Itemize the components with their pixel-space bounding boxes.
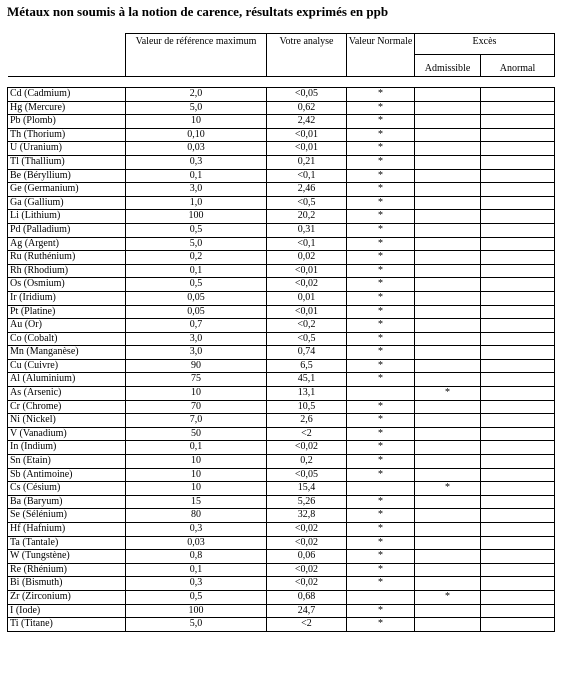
reference-value: 0,7 <box>126 319 267 333</box>
admissible-mark <box>415 319 481 333</box>
admissible-mark: * <box>415 482 481 496</box>
element-name: Ta (Tantale) <box>8 536 126 550</box>
admissible-mark <box>415 291 481 305</box>
element-name: Sn (Etain) <box>8 455 126 469</box>
analysis-value: 2,6 <box>267 414 347 428</box>
normal-mark <box>347 387 415 401</box>
table-body <box>8 88 555 632</box>
abnormal-mark <box>481 115 555 129</box>
element-name: Os (Osmium) <box>8 278 126 292</box>
normal-mark: * <box>347 128 415 142</box>
table-row <box>8 142 555 156</box>
table-row <box>8 88 555 102</box>
abnormal-mark <box>481 604 555 618</box>
header-element-blank <box>8 34 126 77</box>
normal-mark: * <box>347 291 415 305</box>
reference-value: 50 <box>126 427 267 441</box>
analysis-value: <0,1 <box>267 237 347 251</box>
element-name: Ag (Argent) <box>8 237 126 251</box>
abnormal-mark <box>481 237 555 251</box>
analysis-value: 2,42 <box>267 115 347 129</box>
abnormal-mark <box>481 196 555 210</box>
admissible-mark <box>415 441 481 455</box>
reference-value: 2,0 <box>126 88 267 102</box>
admissible-mark <box>415 142 481 156</box>
admissible-mark <box>415 169 481 183</box>
element-name: W (Tungstène) <box>8 550 126 564</box>
analysis-value: <0,5 <box>267 332 347 346</box>
admissible-mark <box>415 495 481 509</box>
admissible-mark <box>415 468 481 482</box>
element-name: Bi (Bismuth) <box>8 577 126 591</box>
normal-mark <box>347 482 415 496</box>
analysis-value: <2 <box>267 427 347 441</box>
admissible-mark <box>415 305 481 319</box>
analysis-value: 0,68 <box>267 590 347 604</box>
normal-mark: * <box>347 319 415 333</box>
element-name: Au (Or) <box>8 319 126 333</box>
table-row <box>8 495 555 509</box>
table-row <box>8 468 555 482</box>
reference-value: 0,5 <box>126 223 267 237</box>
analysis-value: 0,62 <box>267 101 347 115</box>
table-row <box>8 509 555 523</box>
admissible-mark <box>415 155 481 169</box>
element-name: Pd (Palladium) <box>8 223 126 237</box>
table-row <box>8 183 555 197</box>
element-name: Zr (Zirconium) <box>8 590 126 604</box>
admissible-mark <box>415 346 481 360</box>
table-row <box>8 604 555 618</box>
normal-mark: * <box>347 169 415 183</box>
reference-value: 0,5 <box>126 278 267 292</box>
header-admissible: Admissible <box>415 55 481 77</box>
normal-mark: * <box>347 183 415 197</box>
element-name: Cs (Césium) <box>8 482 126 496</box>
normal-mark: * <box>347 278 415 292</box>
element-name: I (Iode) <box>8 604 126 618</box>
analysis-value: 0,2 <box>267 455 347 469</box>
abnormal-mark <box>481 441 555 455</box>
admissible-mark <box>415 509 481 523</box>
admissible-mark <box>415 101 481 115</box>
normal-mark: * <box>347 455 415 469</box>
table-row <box>8 618 555 632</box>
element-name: Ni (Nickel) <box>8 414 126 428</box>
table-row <box>8 563 555 577</box>
normal-mark: * <box>347 400 415 414</box>
normal-mark: * <box>347 509 415 523</box>
table-row <box>8 196 555 210</box>
abnormal-mark <box>481 373 555 387</box>
abnormal-mark <box>481 128 555 142</box>
abnormal-mark <box>481 169 555 183</box>
analysis-value: <0,02 <box>267 577 347 591</box>
abnormal-mark <box>481 319 555 333</box>
abnormal-mark <box>481 577 555 591</box>
table-row <box>8 115 555 129</box>
page-title: Métaux non soumis à la notion de carence, résultats exprimés en ppb <box>7 4 389 19</box>
reference-value: 0,03 <box>126 536 267 550</box>
reference-value: 15 <box>126 495 267 509</box>
analysis-value: 0,01 <box>267 291 347 305</box>
normal-mark: * <box>347 414 415 428</box>
normal-mark: * <box>347 210 415 224</box>
table-row <box>8 536 555 550</box>
header-exces: Excès <box>415 34 555 55</box>
admissible-mark <box>415 373 481 387</box>
reference-value: 0,1 <box>126 264 267 278</box>
normal-mark: * <box>347 101 415 115</box>
analysis-value: 0,02 <box>267 251 347 265</box>
analysis-value: <0,05 <box>267 88 347 102</box>
table-row <box>8 291 555 305</box>
analysis-value: <0,02 <box>267 278 347 292</box>
element-name: Hf (Hafnium) <box>8 523 126 537</box>
table-row <box>8 278 555 292</box>
abnormal-mark <box>481 210 555 224</box>
element-name: Ir (Iridium) <box>8 291 126 305</box>
element-name: Cd (Cadmium) <box>8 88 126 102</box>
analysis-value: <0,02 <box>267 563 347 577</box>
normal-mark: * <box>347 577 415 591</box>
admissible-mark <box>415 237 481 251</box>
admissible-mark <box>415 618 481 632</box>
analysis-value: 0,06 <box>267 550 347 564</box>
analysis-value: <0,2 <box>267 319 347 333</box>
element-name: Se (Sélénium) <box>8 509 126 523</box>
analysis-value: 10,5 <box>267 400 347 414</box>
table-row <box>8 128 555 142</box>
abnormal-mark <box>481 455 555 469</box>
table-row <box>8 359 555 373</box>
abnormal-mark <box>481 305 555 319</box>
table-row <box>8 455 555 469</box>
reference-value: 100 <box>126 210 267 224</box>
reference-value: 80 <box>126 509 267 523</box>
analysis-value: 13,1 <box>267 387 347 401</box>
normal-mark: * <box>347 604 415 618</box>
admissible-mark <box>415 196 481 210</box>
table-row <box>8 400 555 414</box>
reference-value: 0,3 <box>126 155 267 169</box>
header-normale: Valeur Normale <box>347 34 415 77</box>
table-row <box>8 550 555 564</box>
element-name: Al (Aluminium) <box>8 373 126 387</box>
table-row <box>8 210 555 224</box>
table-row <box>8 387 555 401</box>
element-name: Cu (Cuivre) <box>8 359 126 373</box>
reference-value: 100 <box>126 604 267 618</box>
analysis-value: <0,05 <box>267 468 347 482</box>
analysis-value: 32,8 <box>267 509 347 523</box>
header-reference: Valeur de référence maximum <box>126 34 267 77</box>
element-name: Hg (Mercure) <box>8 101 126 115</box>
analysis-value: 0,31 <box>267 223 347 237</box>
element-name: Ba (Baryum) <box>8 495 126 509</box>
admissible-mark <box>415 251 481 265</box>
reference-value: 0,2 <box>126 251 267 265</box>
header-anormal: Anormal <box>481 55 555 77</box>
header-analyse: Votre analyse <box>267 34 347 77</box>
table-row <box>8 482 555 496</box>
normal-mark: * <box>347 264 415 278</box>
reference-value: 10 <box>126 115 267 129</box>
table-row <box>8 101 555 115</box>
normal-mark: * <box>347 373 415 387</box>
table-row <box>8 223 555 237</box>
reference-value: 0,05 <box>126 305 267 319</box>
abnormal-mark <box>481 264 555 278</box>
normal-mark: * <box>347 618 415 632</box>
reference-value: 7,0 <box>126 414 267 428</box>
table-row <box>8 590 555 604</box>
table-row <box>8 155 555 169</box>
admissible-mark <box>415 400 481 414</box>
table-row <box>8 319 555 333</box>
admissible-mark <box>415 332 481 346</box>
table-row <box>8 577 555 591</box>
reference-value: 10 <box>126 455 267 469</box>
admissible-mark <box>415 278 481 292</box>
element-name: Re (Rhénium) <box>8 563 126 577</box>
table-row <box>8 427 555 441</box>
table-row <box>8 169 555 183</box>
reference-value: 0,5 <box>126 590 267 604</box>
admissible-mark <box>415 414 481 428</box>
reference-value: 1,0 <box>126 196 267 210</box>
element-name: Pb (Plomb) <box>8 115 126 129</box>
reference-value: 3,0 <box>126 183 267 197</box>
normal-mark: * <box>347 523 415 537</box>
admissible-mark <box>415 604 481 618</box>
normal-mark: * <box>347 441 415 455</box>
abnormal-mark <box>481 155 555 169</box>
abnormal-mark <box>481 468 555 482</box>
normal-mark: * <box>347 115 415 129</box>
analysis-value: 24,7 <box>267 604 347 618</box>
reference-value: 0,1 <box>126 441 267 455</box>
analysis-value: 15,4 <box>267 482 347 496</box>
analysis-value: <0,02 <box>267 441 347 455</box>
admissible-mark <box>415 563 481 577</box>
analysis-value: 0,74 <box>267 346 347 360</box>
admissible-mark <box>415 536 481 550</box>
element-name: Be (Béryllium) <box>8 169 126 183</box>
analysis-value: 2,46 <box>267 183 347 197</box>
table-row <box>8 305 555 319</box>
element-name: As (Arsenic) <box>8 387 126 401</box>
abnormal-mark <box>481 509 555 523</box>
reference-value: 0,10 <box>126 128 267 142</box>
normal-mark: * <box>347 223 415 237</box>
abnormal-mark <box>481 332 555 346</box>
abnormal-mark <box>481 400 555 414</box>
reference-value: 5,0 <box>126 618 267 632</box>
reference-value: 70 <box>126 400 267 414</box>
element-name: V (Vanadium) <box>8 427 126 441</box>
admissible-mark <box>415 455 481 469</box>
normal-mark: * <box>347 536 415 550</box>
abnormal-mark <box>481 291 555 305</box>
analysis-value: 45,1 <box>267 373 347 387</box>
element-name: Cr (Chrome) <box>8 400 126 414</box>
normal-mark: * <box>347 237 415 251</box>
abnormal-mark <box>481 346 555 360</box>
admissible-mark <box>415 264 481 278</box>
analysis-value: <0,01 <box>267 305 347 319</box>
admissible-mark <box>415 115 481 129</box>
admissible-mark <box>415 128 481 142</box>
normal-mark: * <box>347 88 415 102</box>
reference-value: 0,1 <box>126 169 267 183</box>
abnormal-mark <box>481 183 555 197</box>
analysis-value: <0,02 <box>267 523 347 537</box>
reference-value: 0,1 <box>126 563 267 577</box>
element-name: Th (Thorium) <box>8 128 126 142</box>
element-name: U (Uranium) <box>8 142 126 156</box>
reference-value: 5,0 <box>126 237 267 251</box>
analysis-value: 0,21 <box>267 155 347 169</box>
abnormal-mark <box>481 251 555 265</box>
reference-value: 10 <box>126 468 267 482</box>
abnormal-mark <box>481 563 555 577</box>
normal-mark <box>347 590 415 604</box>
table-row <box>8 523 555 537</box>
analysis-value: <2 <box>267 618 347 632</box>
abnormal-mark <box>481 523 555 537</box>
admissible-mark <box>415 88 481 102</box>
reference-value: 10 <box>126 387 267 401</box>
element-name: Ge (Germanium) <box>8 183 126 197</box>
abnormal-mark <box>481 590 555 604</box>
abnormal-mark <box>481 88 555 102</box>
normal-mark: * <box>347 305 415 319</box>
reference-value: 0,3 <box>126 523 267 537</box>
analysis-value: <0,5 <box>267 196 347 210</box>
normal-mark: * <box>347 468 415 482</box>
abnormal-mark <box>481 223 555 237</box>
reference-value: 3,0 <box>126 346 267 360</box>
abnormal-mark <box>481 536 555 550</box>
table-row <box>8 332 555 346</box>
table-row <box>8 264 555 278</box>
abnormal-mark <box>481 359 555 373</box>
reference-value: 0,03 <box>126 142 267 156</box>
reference-value: 5,0 <box>126 101 267 115</box>
analysis-value: <0,01 <box>267 128 347 142</box>
abnormal-mark <box>481 278 555 292</box>
reference-value: 75 <box>126 373 267 387</box>
admissible-mark <box>415 523 481 537</box>
reference-value: 90 <box>126 359 267 373</box>
admissible-mark <box>415 223 481 237</box>
analysis-value: 6,5 <box>267 359 347 373</box>
abnormal-mark <box>481 101 555 115</box>
normal-mark: * <box>347 550 415 564</box>
table-row <box>8 373 555 387</box>
abnormal-mark <box>481 618 555 632</box>
header-spacer <box>8 77 555 88</box>
element-name: Rh (Rhodium) <box>8 264 126 278</box>
abnormal-mark <box>481 414 555 428</box>
admissible-mark: * <box>415 387 481 401</box>
element-name: In (Indium) <box>8 441 126 455</box>
normal-mark: * <box>347 563 415 577</box>
element-name: Ti (Titane) <box>8 618 126 632</box>
abnormal-mark <box>481 495 555 509</box>
element-name: Pt (Platine) <box>8 305 126 319</box>
abnormal-mark <box>481 142 555 156</box>
analysis-value: 20,2 <box>267 210 347 224</box>
analysis-value: <0,01 <box>267 264 347 278</box>
analysis-value: <0,02 <box>267 536 347 550</box>
table-row <box>8 414 555 428</box>
normal-mark: * <box>347 332 415 346</box>
element-name: Li (Lithium) <box>8 210 126 224</box>
admissible-mark <box>415 550 481 564</box>
reference-value: 3,0 <box>126 332 267 346</box>
normal-mark: * <box>347 196 415 210</box>
normal-mark: * <box>347 142 415 156</box>
element-name: Mn (Manganèse) <box>8 346 126 360</box>
abnormal-mark <box>481 550 555 564</box>
element-name: Sb (Antimoine) <box>8 468 126 482</box>
analysis-value: <0,1 <box>267 169 347 183</box>
table-row <box>8 237 555 251</box>
analysis-value: 5,26 <box>267 495 347 509</box>
admissible-mark <box>415 210 481 224</box>
admissible-mark: * <box>415 590 481 604</box>
table-row <box>8 251 555 265</box>
admissible-mark <box>415 427 481 441</box>
element-name: Co (Cobalt) <box>8 332 126 346</box>
reference-value: 10 <box>126 482 267 496</box>
analysis-value: <0,01 <box>267 142 347 156</box>
admissible-mark <box>415 183 481 197</box>
table-row <box>8 346 555 360</box>
table-row <box>8 441 555 455</box>
element-name: Ru (Ruthénium) <box>8 251 126 265</box>
normal-mark: * <box>347 155 415 169</box>
results-table <box>7 33 555 632</box>
normal-mark: * <box>347 359 415 373</box>
admissible-mark <box>415 359 481 373</box>
reference-value: 0,05 <box>126 291 267 305</box>
normal-mark: * <box>347 346 415 360</box>
normal-mark: * <box>347 427 415 441</box>
element-name: Tl (Thallium) <box>8 155 126 169</box>
element-name: Ga (Gallium) <box>8 196 126 210</box>
reference-value: 0,8 <box>126 550 267 564</box>
reference-value: 0,3 <box>126 577 267 591</box>
normal-mark: * <box>347 251 415 265</box>
normal-mark: * <box>347 495 415 509</box>
abnormal-mark <box>481 482 555 496</box>
abnormal-mark <box>481 387 555 401</box>
abnormal-mark <box>481 427 555 441</box>
admissible-mark <box>415 577 481 591</box>
